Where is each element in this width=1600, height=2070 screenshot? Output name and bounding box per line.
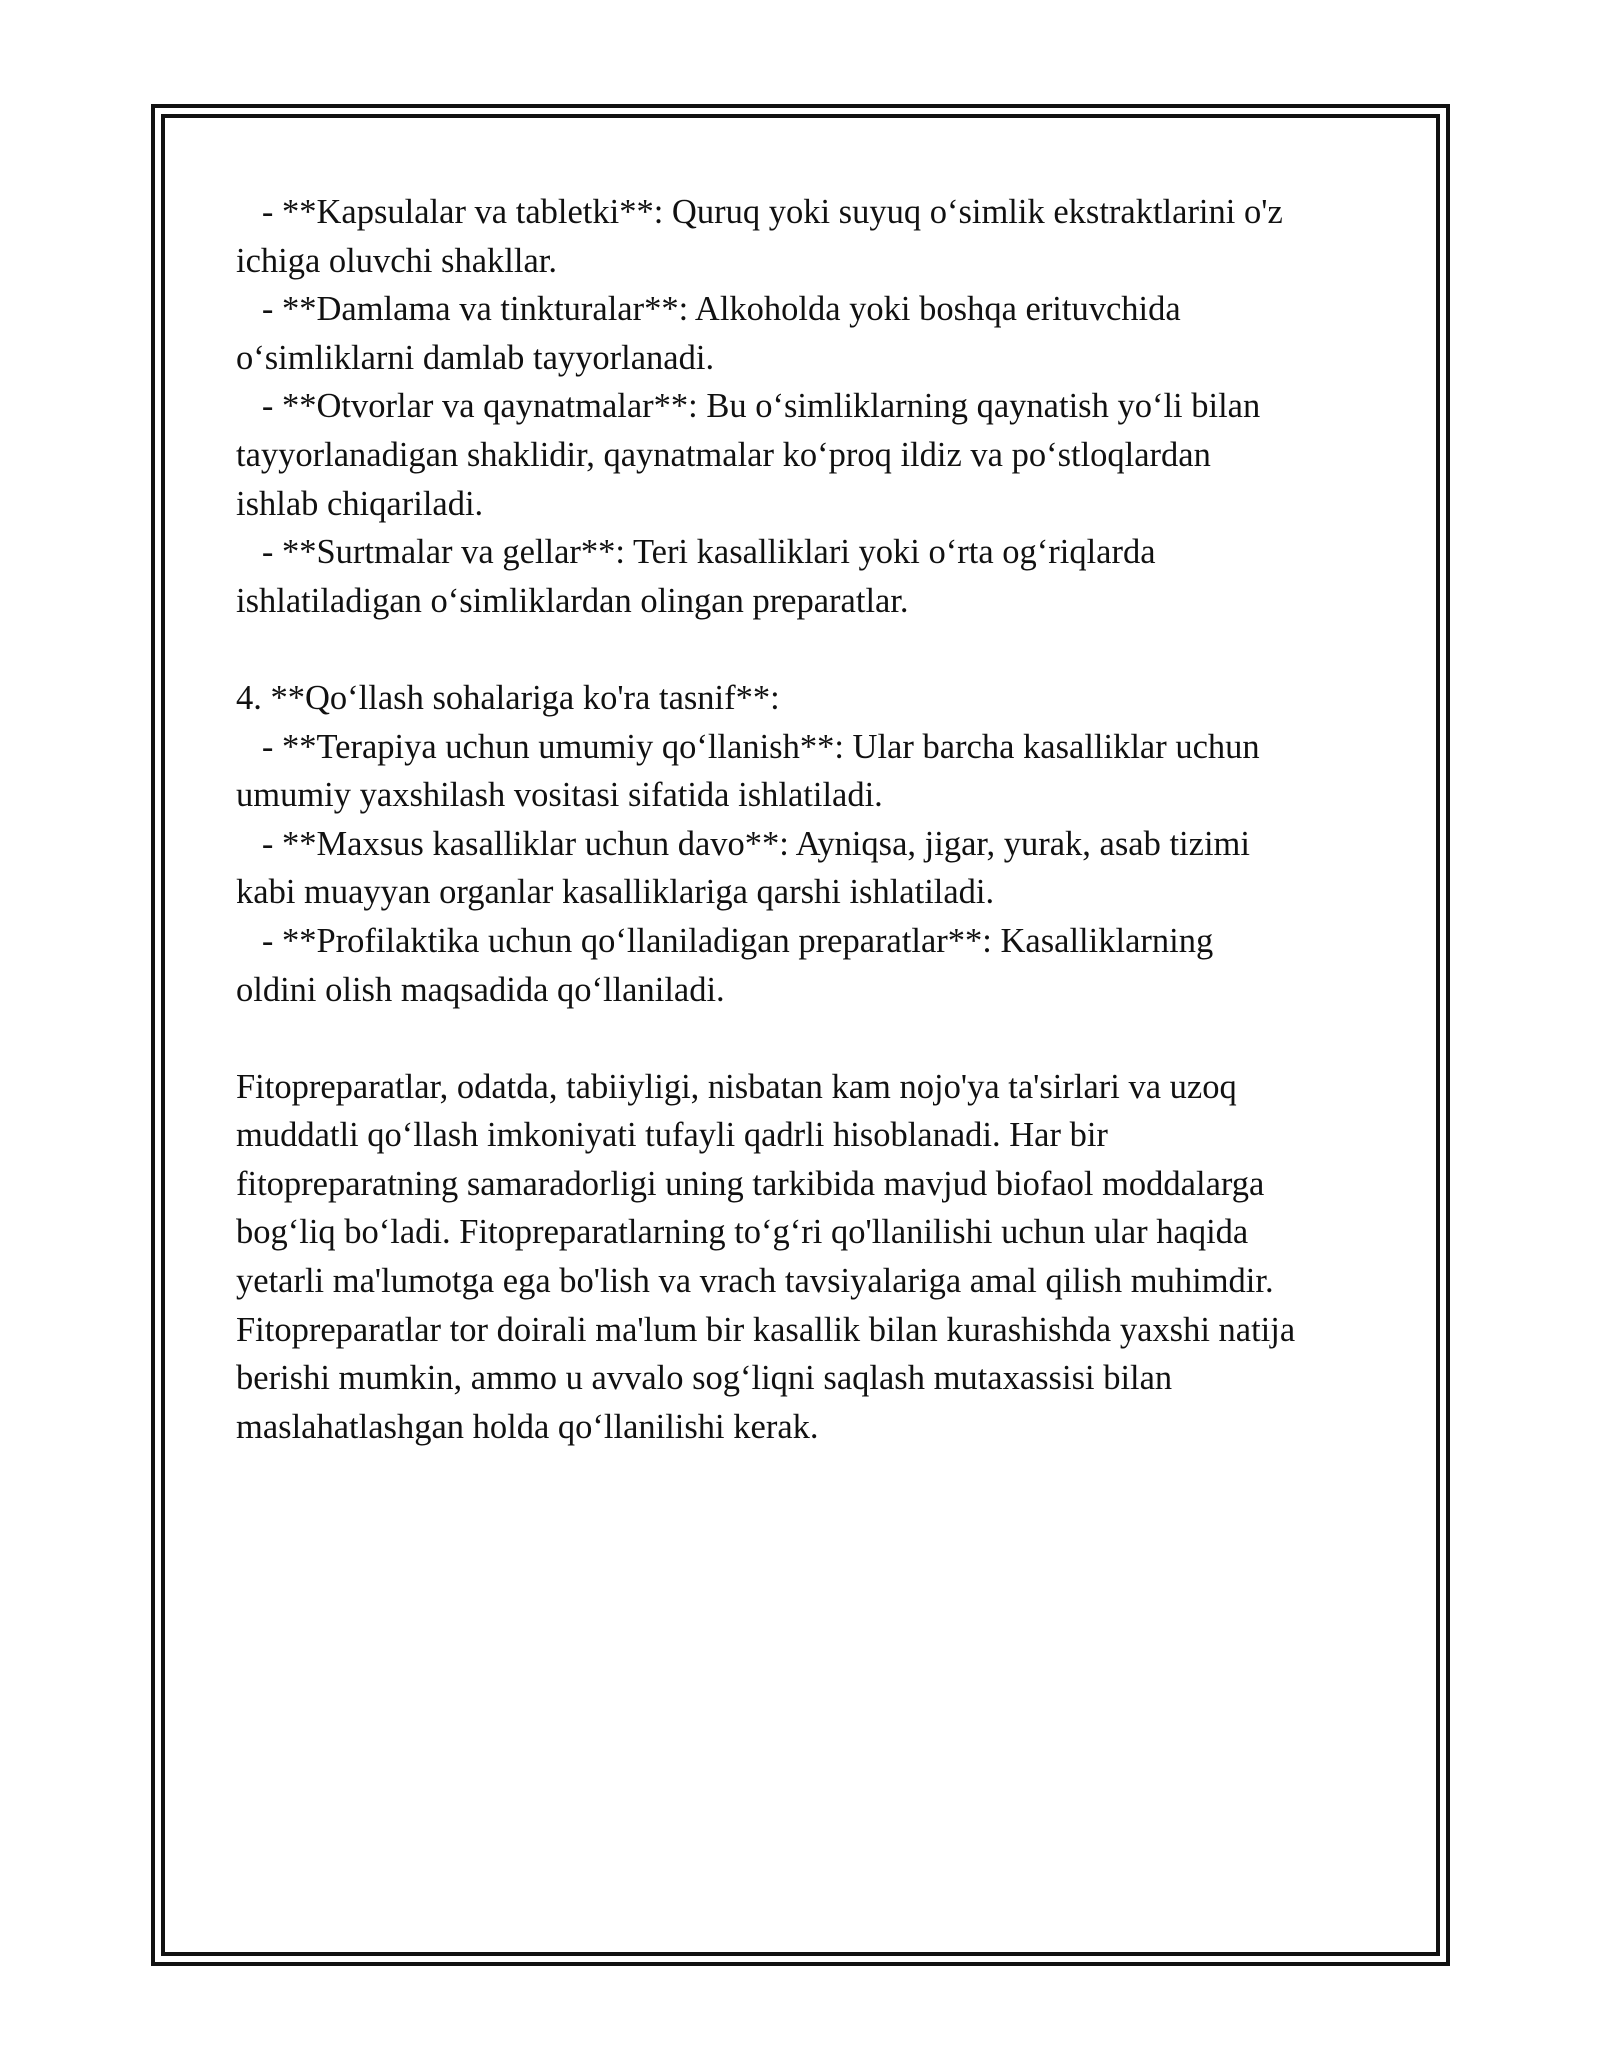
list-item-decoctions [236, 382, 1376, 528]
list-item-ointments [236, 528, 1376, 625]
text-line: - **Terapiya uchun umumiy qo‘llanish**: Ular barcha kasalliklar uchun [236, 727, 1260, 766]
list-item-general-therapy [236, 723, 1376, 820]
list-item-capsules [236, 188, 1376, 285]
list-item-specific-diseases [236, 820, 1376, 917]
usage-section [236, 674, 1376, 1014]
list-item-infusions [236, 285, 1376, 382]
text-line: maslahatlashgan holda qo‘llanilishi kerak. [236, 1407, 819, 1446]
text-line: o‘simliklarni damlab tayyorlanadi. [236, 338, 715, 377]
section-heading: 4. **Qo‘llash sohalariga ko'ra tasnif**: [236, 678, 780, 717]
text-line: ishlab chiqariladi. [236, 484, 484, 523]
text-line: tayyorlanadigan shaklidir, qaynatmalar ko‘proq ildiz va po‘stloqlardan [236, 435, 1211, 474]
text-line: Fitopreparatlar, odatda, tabiiyligi, nisbatan kam nojo'ya ta'sirlari va uzoq [236, 1067, 1237, 1106]
text-line: - **Otvorlar va qaynatmalar**: Bu o‘simliklarning qaynatish yo‘li bilan [236, 387, 1261, 426]
text-line: berishi mumkin, ammo u avvalo sog‘liqni saqlash mutaxassisi bilan [236, 1359, 1173, 1398]
paragraph-spacer [236, 625, 1376, 674]
text-line: muddatli qo‘llash imkoniyati tufayli qadrli hisoblanadi. Har bir [236, 1116, 1108, 1155]
text-line: oldini olish maqsadida qo‘llaniladi. [236, 970, 725, 1009]
text-line: - **Profilaktika uchun qo‘llaniladigan preparatlar**: Kasalliklarning [236, 921, 1214, 960]
text-line: bog‘liq bo‘ladi. Fitopreparatlarning to‘g‘ri qo'llanilishi uchun ular haqida [236, 1213, 1249, 1252]
page-content [236, 188, 1376, 1451]
forms-list [236, 188, 1376, 625]
text-line: umumiy yaxshilash vositasi sifatida ishlatiladi. [236, 776, 883, 815]
text-line: - **Kapsulalar va tabletki**: Quruq yoki suyuq o‘simlik ekstraktlarini o'z [236, 193, 1283, 231]
text-line: - **Surtmalar va gellar**: Teri kasalliklari yoki o‘rta og‘riqlarda [236, 533, 1156, 572]
text-line: - **Damlama va tinkturalar**: Alkoholda yoki boshqa erituvchida [236, 290, 1181, 329]
conclusion-paragraph [236, 1063, 1376, 1452]
text-line: - **Maxsus kasalliklar uchun davo**: Ayniqsa, jigar, yurak, asab tizimi [236, 824, 1250, 863]
paragraph-spacer [236, 1014, 1376, 1063]
text-line: ishlatiladigan o‘simliklardan olingan preparatlar. [236, 581, 909, 620]
list-item-prophylaxis [236, 917, 1376, 1014]
text-line: ichiga oluvchi shakllar. [236, 241, 557, 280]
text-line: Fitopreparatlar tor doirali ma'lum bir kasallik bilan kurashishda yaxshi natija [236, 1310, 1296, 1349]
text-line: fitopreparatning samaradorligi uning tarkibida mavjud biofaol moddalarga [236, 1164, 1265, 1203]
text-line: kabi muayyan organlar kasalliklariga qarshi ishlatiladi. [236, 873, 995, 912]
text-line: yetarli ma'lumotga ega bo'lish va vrach tavsiyalariga amal qilish muhimdir. [236, 1262, 1274, 1301]
